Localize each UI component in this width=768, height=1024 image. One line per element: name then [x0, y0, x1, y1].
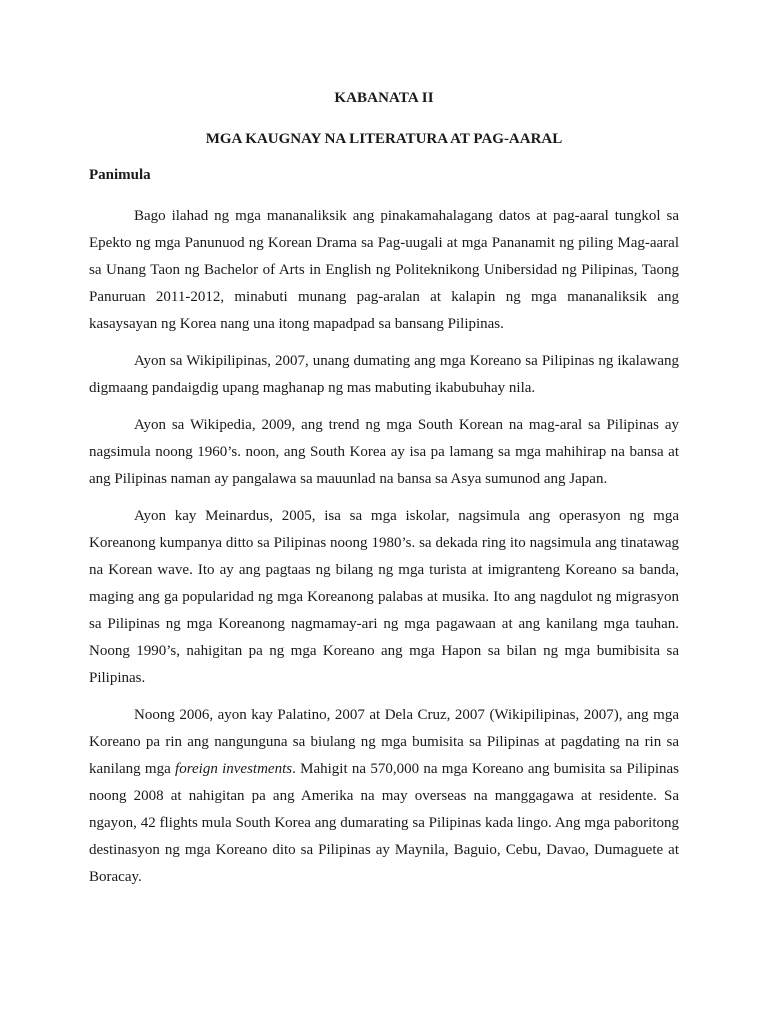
paragraph-intro: Bago ilahad ng mga mananaliksik ang pinakamahalagang datos at pag-aaral tungkol sa Epekto ng mga Panunuod ng Korean Drama sa Pag-uugali at mga Pananamit ng piling Mag-aaral sa Unang Taon ng Bachelor of Arts in English ng Politeknikong Unibersidad ng Pilipinas, Taong Panuruan 2011-2012, minabuti munang pag-aralan at kalapin ng mga mananaliksik ang kasaysayan ng Korea nang una itong mapadpad sa bansang Pilipinas.	[89, 208, 679, 332]
section-heading: Panimula	[89, 167, 151, 183]
paragraph-wikipedia: Ayon sa Wikipedia, 2009, ang trend ng mga South Korean na mag-aral sa Pilipinas ay nagsimula noong 1960’s. noon, ang South Korea ay isa pa lamang sa mga mahihirap na bansa at ang Pilipinas naman ay pangalawa sa mauunlad na bansa sa Asya sumunod ang Japan.	[89, 417, 679, 487]
chapter-title: MGA KAUGNAY NA LITERATURA AT PAG-AARAL	[205, 131, 563, 147]
chapter-heading: KABANATA II	[334, 90, 434, 106]
paragraph-palatino-text-end: . Mahigit na 570,000 na mga Koreano ang bumisita sa Pilipinas noong 2008 at nahigitan pa ang Amerika na may overseas na manggagawa at residente. Sa ngayon, 42 flights mula South Korea ang dumarating sa Pilipinas kada lingo. Ang mga paboritong destinasyon ng mga Koreano dito sa Pilipinas ay Maynila, Baguio, Cebu, Davao, Dumaguete at Boracay.	[89, 761, 680, 885]
body-text	[89, 203, 679, 901]
paragraph-palatino-text-start: Noong 2006, ayon kay Palatino, 2007 at Dela Cruz, 2007 (Wikipilipinas, 2007), ang mga Koreano pa rin ang nangunguna sa biulang ng mga bumisita sa Pilipinas at pagdating na rin sa kanilang mga	[89, 707, 679, 777]
paragraph-meinardus: Ayon kay Meinardus, 2005, isa sa mga iskolar, nagsimula ang operasyon ng mga Koreanong kumpanya ditto sa Pilipinas noong 1980’s. sa dekada ring ito nagsimula ang tinatawag na Korean wave. Ito ay ang pagtaas ng bilang ng mga turista at imigranteng Koreano sa banda, maging ang ga popularidad ng mga Koreanong palabas at musika. Ito ang nagdulot ng migrasyon sa Pilipinas ng mga Koreanong nagmamay-ari ng mga pagawaan at ang kanilang mga tauhan. Noong 1990’s, nahigitan pa ng mga Koreano ang mga Hapon sa bilan ng mga bumibisita sa Pilipinas.	[89, 508, 679, 686]
paragraph-wikipilipinas: Ayon sa Wikipilipinas, 2007, unang dumating ang mga Koreano sa Pilipinas ng ikalawang digmaang pandaigdig upang maghanap ng mas mabuting ikabubuhay nila.	[89, 353, 679, 396]
paragraph-palatino	[89, 702, 679, 891]
foreign-investments-italic: foreign investments	[175, 761, 293, 777]
